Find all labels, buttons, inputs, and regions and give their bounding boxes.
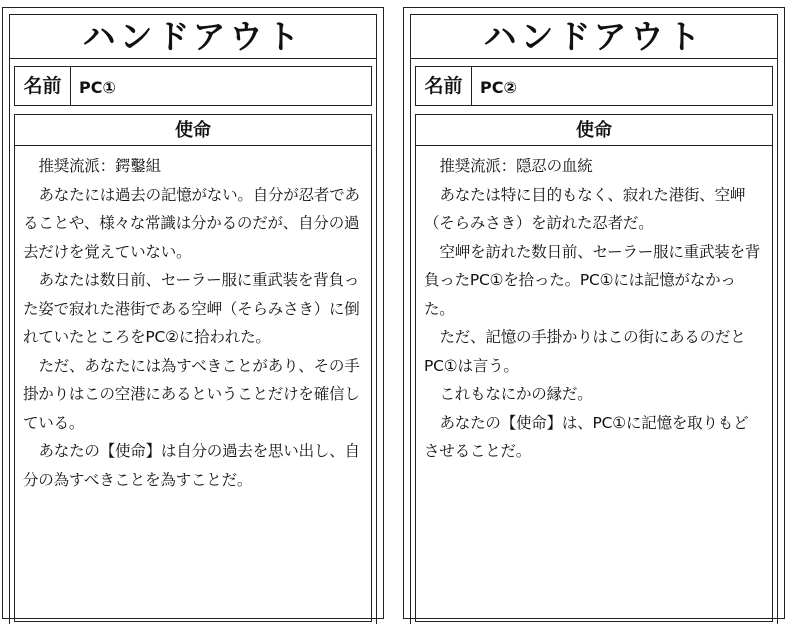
name-value: PC① [79,78,117,97]
mission-body [15,146,371,494]
card-title: ハンドアウト [10,15,376,59]
name-box [14,66,372,106]
name-label: 名前 [416,67,472,105]
mission-paragraph: ただ、記憶の手掛かりはこの街にあるのだとPC①は言う。 [424,328,746,375]
mission-paragraph: あなたには過去の記憶がない。自分が忍者であることや、様々な常識は分かるのだが、自分の過去だけを覚えていない。 [23,185,360,261]
mission-paragraph: あなたは特に目的もなく、寂れた港街、空岬（そらみさき）を訪れた忍者だ。 [424,185,746,232]
card-frame [9,14,377,624]
mission-box [14,114,372,622]
card-frame [410,14,778,624]
name-value: PC② [480,78,518,97]
mission-paragraph: これもなにかの縁だ。 [439,385,593,403]
mission-header: 使命 [416,115,772,146]
name-label: 名前 [15,67,71,105]
mission-paragraph: あなたは数日前、セーラー服に重武装を背負った姿で寂れた港街である空岬（そらみさき）に倒れていたところをPC②に拾われた。 [23,271,360,346]
mission-paragraph: 推奨流派：鍔鑿組 [38,157,161,175]
mission-header: 使命 [15,115,371,146]
handout-card-pc2 [403,7,785,619]
name-box [415,66,773,106]
mission-paragraph: あなたの【使命】は、PC①に記憶を取りもどさせることだ。 [424,413,749,460]
card-title: ハンドアウト [411,15,777,59]
mission-paragraph: ただ、あなたには為すべきことがあり、その手掛かりはこの空港にあるということだけを確信している。 [23,356,360,432]
mission-paragraph: あなたの【使命】は自分の過去を思い出し、自分の為すべきことを為すことだ。 [23,442,360,489]
mission-body [416,146,772,466]
mission-paragraph: 空岬を訪れた数日前、セーラー服に重武装を背負ったPC①を拾った。PC①には記憶がなかった。 [424,242,761,318]
mission-box [415,114,773,622]
mission-paragraph: 推奨流派：隠忍の血統 [439,157,593,175]
handout-card-pc1 [2,7,384,619]
